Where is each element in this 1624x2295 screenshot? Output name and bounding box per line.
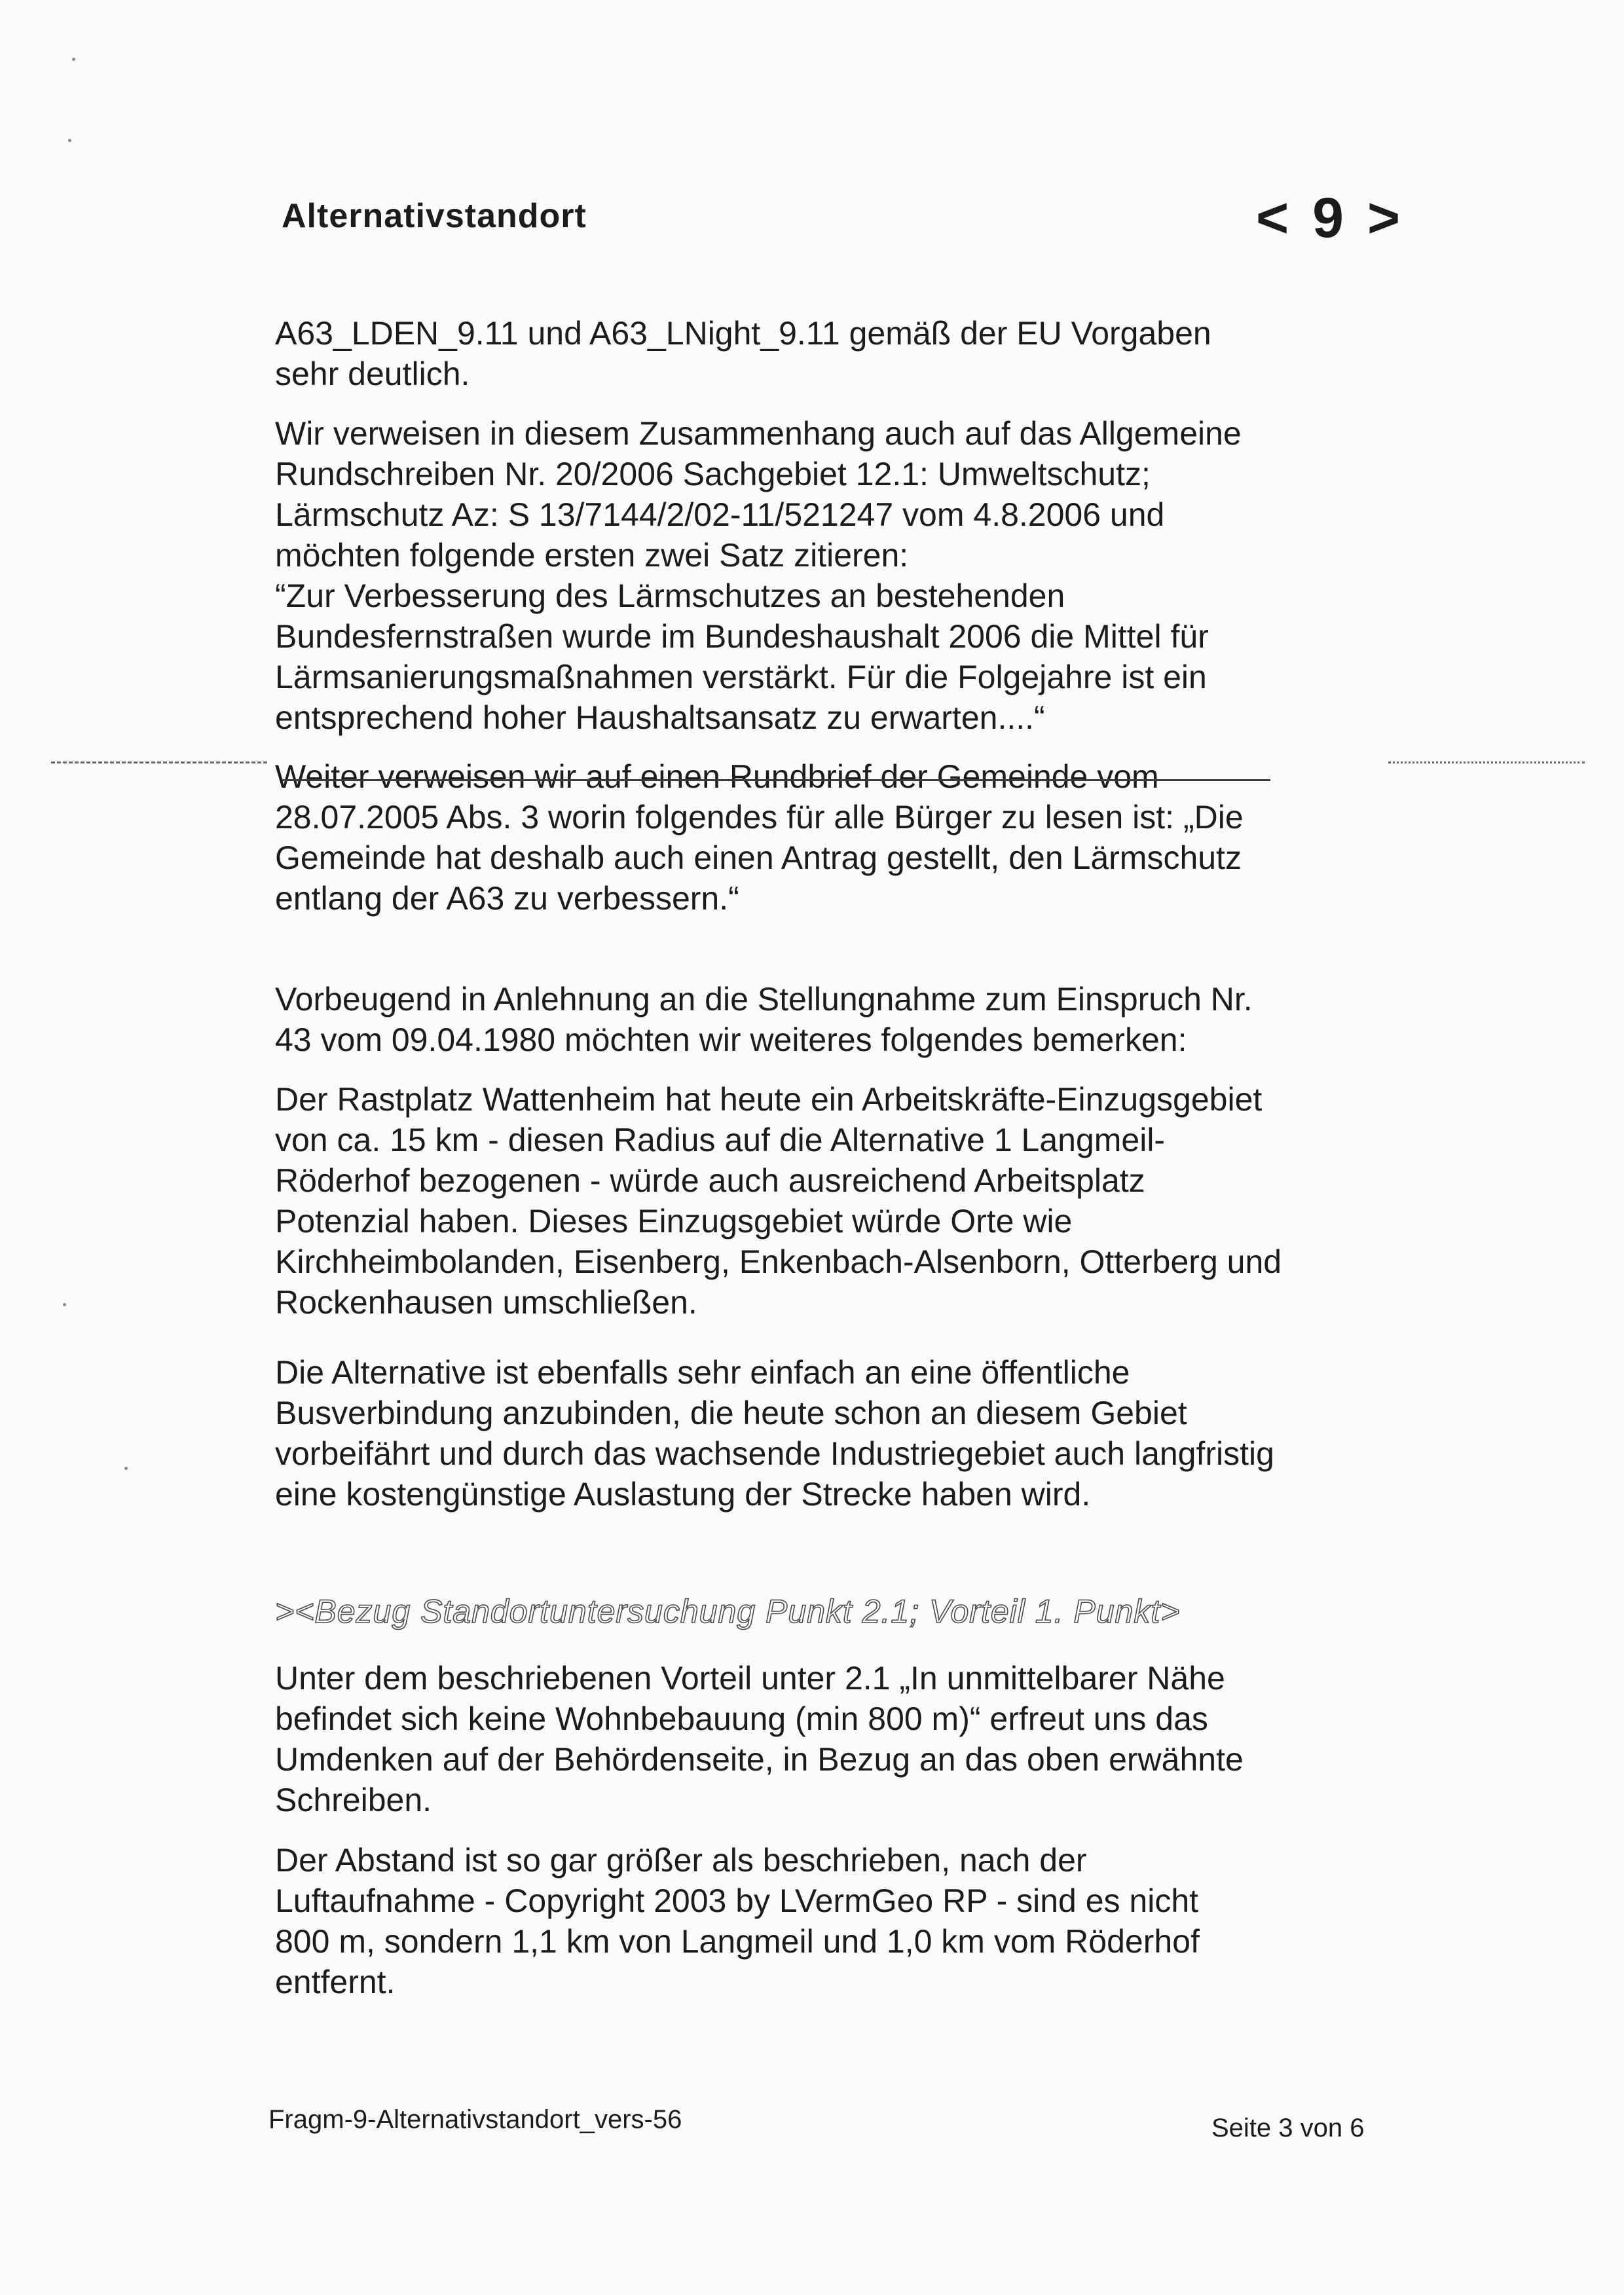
paragraph-distance: Der Abstand ist so gar größer als beschrieben, nach der Luftaufnahme - Copyright 2003 by LVermGeo RP - sind es nicht 800 m, sondern 1,1 km von Langmeil und 1,0 km vom Röderhof entfernt.	[275, 1842, 1200, 2000]
fold-mark-left	[51, 762, 267, 763]
footer-filename: Fragm-9-Alternativstandort_vers-56	[268, 2105, 682, 2134]
scan-speck	[68, 139, 71, 142]
paragraph-noise-maps: A63_LDEN_9.11 und A63_LNight_9.11 gemäß der EU Vorgaben sehr deutlich.	[275, 315, 1211, 392]
scan-speck	[124, 1467, 128, 1470]
footer-page-number: Seite 3 von 6	[1211, 2114, 1365, 2142]
paragraph-municipal-letter: Weiter verweisen wir auf einen Rundbrief der Gemeinde vom 28.07.2005 Abs. 3 worin folgendes für alle Bürger zu lesen ist: „Die Gemeinde hat deshalb auch einen Antrag gestellt, den Lärmschutz entlang der A63 zu verbessern.“	[275, 758, 1244, 917]
page-title: Alternativstandort	[282, 197, 587, 235]
scan-speck	[63, 1303, 66, 1306]
paragraph-circular-reference: Wir verweisen in diesem Zusammenhang auch auf das Allgemeine Rundschreiben Nr. 20/2006 Sachgebiet 12.1: Umweltschutz; Lärmschutz Az: S 13/7144/2/02-11/521247 vom 4.8.2006 und möchten folgende ersten zwei Satz zitieren: “Zur Verbesserung des Lärmschutzes an bestehenden Bundesfernstraßen wurde im Bundeshaushalt 2006 die Mittel für Lärmsanierungsmaßnahmen verstärkt. Für die Folgejahre ist ein entsprechend hoher Haushaltsansatz zu erwarten....“	[275, 415, 1242, 736]
reference-heading: ><Bezug Standortuntersuchung Punkt 2.1; Vorteil 1. Punkt>	[275, 1593, 1181, 1630]
paragraph-advantage: Unter dem beschriebenen Vorteil unter 2.1 „In unmittelbarer Nähe befindet sich keine Wohnbebauung (min 800 m)“ erfreut uns das Umdenken auf der Behördenseite, in Bezug an das oben erwähnte Schreiben.	[275, 1660, 1244, 1818]
fragment-number: < 9 >	[1256, 187, 1405, 249]
paragraph-bus-connection: Die Alternative ist ebenfalls sehr einfach an eine öffentliche Busverbindung anzubinden, die heute schon an diesem Gebiet vorbeifährt und durch das wachsende Industriegebiet auch langfristig eine kostengünstige Auslastung der Strecke haben wird.	[275, 1354, 1274, 1513]
paragraph-catchment-area: Der Rastplatz Wattenheim hat heute ein Arbeitskräfte-Einzugsgebiet von ca. 15 km - diesen Radius auf die Alternative 1 Langmeil- Röderhof bezogenen - würde auch ausreichend Arbeitsplatz Potenzial haben. Dieses Einzugsgebiet würde Orte wie Kirchheimbolanden, Eisenberg, Enkenbach-Alsenborn, Otterberg und Rockenhausen umschließen.	[275, 1081, 1282, 1321]
strike-through-line	[282, 779, 1270, 781]
paragraph-objection-reference: Vorbeugend in Anlehnung an die Stellungnahme zum Einspruch Nr. 43 vom 09.04.1980 möchten wir weiteres folgendes bemerken:	[275, 981, 1253, 1058]
scan-speck	[72, 58, 75, 61]
